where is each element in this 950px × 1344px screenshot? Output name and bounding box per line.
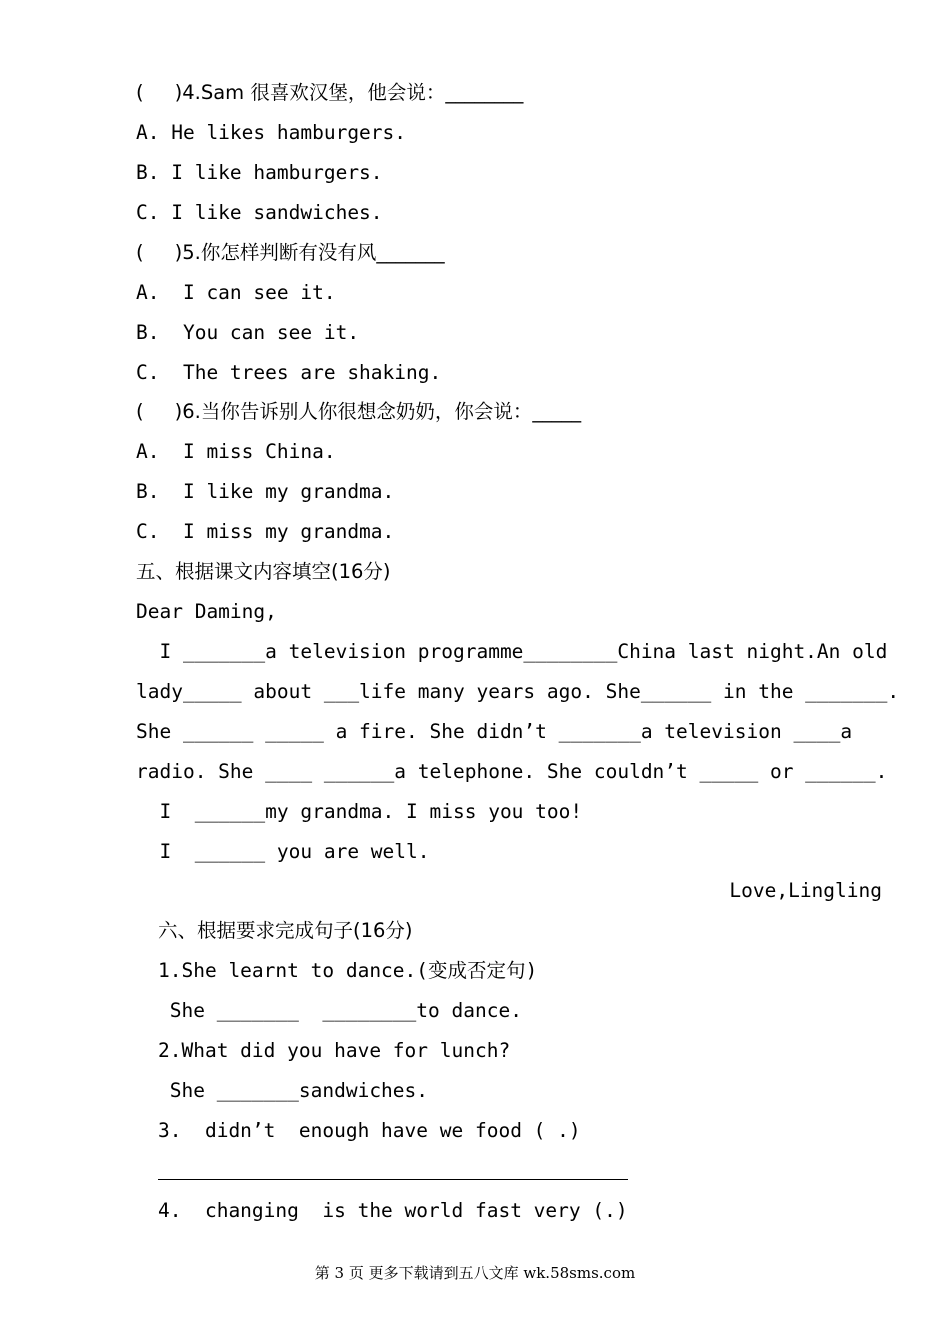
letter-line-5: I ______my grandma. I miss you too! — [136, 800, 583, 823]
letter-line-6: I ______ you are well. — [136, 840, 430, 863]
question-6: ( )6.当你告诉别人你很想念奶奶，你会说：_____ — [136, 400, 582, 423]
question-5: ( )5.你怎样判断有没有风_______ — [136, 241, 445, 264]
q4-option-a: A. He likes hamburgers. — [136, 121, 407, 144]
question-4: ( )4.Sam 很喜欢汉堡，他会说：________ — [136, 81, 524, 104]
q4-option-c: C. I like sandwiches. — [136, 201, 383, 224]
section-5-heading: 五、根据课文内容填空(16分) — [136, 560, 391, 583]
answer-blank-line — [158, 1179, 628, 1180]
q6-option-c: C. I miss my grandma. — [136, 520, 395, 543]
letter-line-4: radio. She ____ ______a telephone. She couldn’t _____ or ______. — [136, 760, 888, 783]
q5-option-c: C. The trees are shaking. — [136, 361, 442, 384]
letter-line-3: She ______ _____ a fire. She didn’t _______a television ____a — [136, 720, 853, 743]
q6-option-b: B. I like my grandma. — [136, 480, 395, 503]
q6-option-a: A. I miss China. — [136, 440, 336, 463]
sentence-4: 4. changing is the world fast very (.) — [158, 1199, 628, 1222]
sentence-2-answer: She _______sandwiches. — [158, 1079, 429, 1102]
letter-signature: Love,Lingling — [729, 879, 882, 902]
q4-option-b: B. I like hamburgers. — [136, 161, 383, 184]
letter-line-1: I _______a television programme________China last night.An old — [136, 640, 888, 663]
letter-greeting: Dear Daming, — [136, 600, 277, 623]
sentence-2: 2.What did you have for lunch? — [158, 1039, 511, 1062]
page-footer: 第 3 页 更多下载请到五八文库 wk.58sms.com — [314, 1264, 636, 1282]
section-6-heading: 六、根据要求完成句子(16分) — [158, 919, 413, 942]
sentence-1: 1.She learnt to dance.(变成否定句) — [158, 959, 538, 982]
sentence-3: 3. didn’t enough have we food ( .) — [158, 1119, 581, 1142]
q5-option-a: A. I can see it. — [136, 281, 336, 304]
sentence-1-answer: She _______ ________to dance. — [158, 999, 522, 1022]
q5-option-b: B. You can see it. — [136, 321, 360, 344]
letter-line-2: lady_____ about ___life many years ago. She______ in the _______. — [136, 680, 900, 703]
